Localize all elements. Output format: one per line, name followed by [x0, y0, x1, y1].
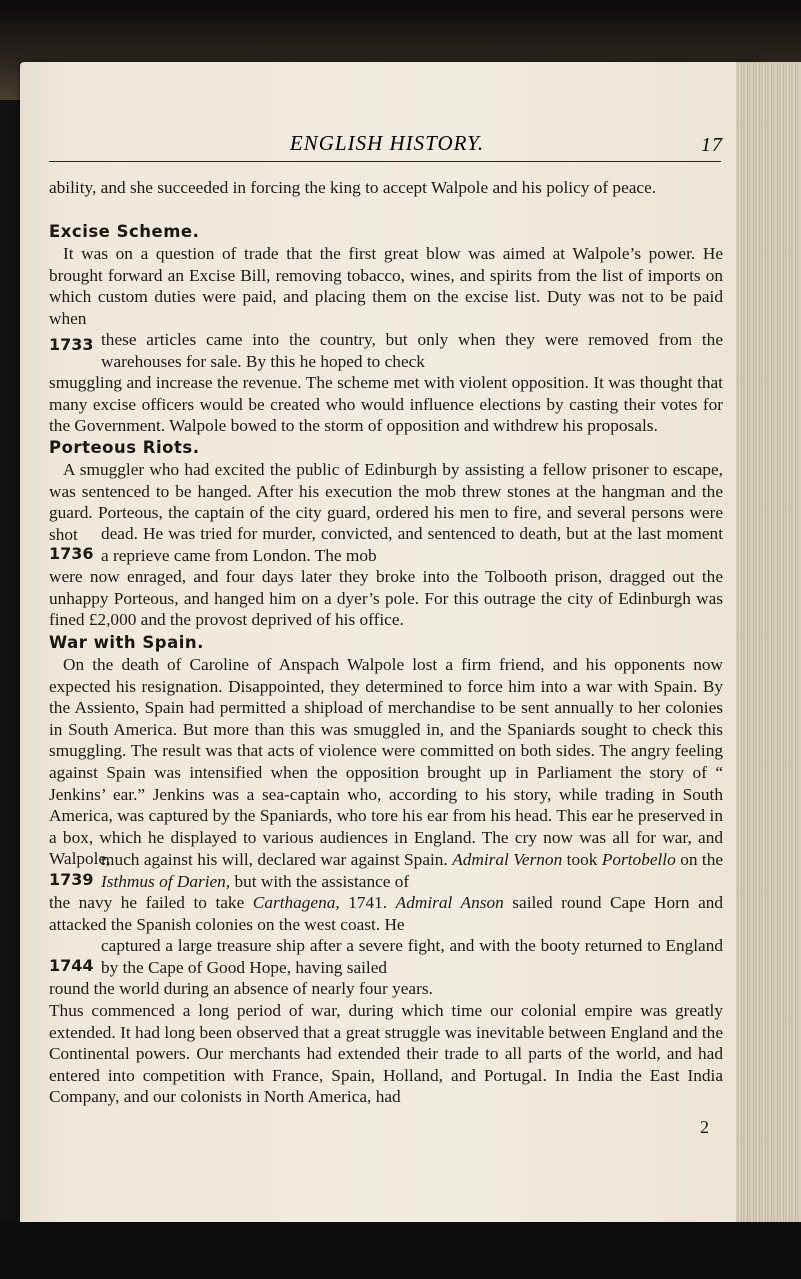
margin-date-1739: 1739	[49, 870, 94, 889]
war-text-3	[49, 892, 723, 935]
war-text-2e: on the	[680, 850, 724, 869]
porteous-text-1: A smuggler who had excited the public of Edinburgh by assisting a fellow prisoner to escape, was sentenced to be hanged. After his execution the mob threw stones at the hangman and the guard. Porteous, the captain of the city guard, ordered his men to fire, and several persons were shot	[49, 460, 723, 544]
war-text-6: Thus commenced a long period of war, during which time our colonial empire was greatly extended. It had long been observed that a great struggle was inevitable between England and the Continental powers. Our merchants had extended their trade to all parts of the world, and had entered into competition with France, Spain, Holland, and Portugal. In India the East India Company, and our colonists in North America, had	[49, 1001, 723, 1107]
intro-text: ability, and she succeeded in forcing the king to accept Walpole and his policy of peace.	[49, 178, 657, 197]
war-text-3a: the navy he failed to take	[49, 893, 245, 912]
running-title: ENGLISH HISTORY.	[289, 131, 485, 155]
signature-mark: 2	[700, 1117, 709, 1137]
war-text-3c: 1741.	[348, 893, 388, 912]
war-text-2a: much against his will, declared war against Spain.	[101, 850, 448, 869]
admiral-vernon: Admiral Vernon	[452, 850, 563, 869]
excise-heading: Excise Scheme.	[49, 222, 200, 241]
war-block-6	[49, 1000, 723, 1108]
war-text-2g: but with the assistance of	[234, 871, 410, 891]
excise-text-1: It was on a question of trade that the first great blow was aimed at Walpole’s power. He brought forward an Excise Bill, removing tobacco, wines, and spirits from the list of imports on which custom duties were paid, and placing them on the excise list. Duty was not to be paid when	[49, 244, 723, 328]
porteous-heading: Porteous Riots.	[49, 438, 200, 457]
excise-block-1	[49, 243, 723, 329]
excise-text-2: these articles came into the country, but only when they were removed from the warehouses for sale. By this he hoped to check	[101, 330, 723, 371]
margin-date-1736: 1736	[49, 544, 94, 563]
excise-text-3: smuggling and increase the revenue. The scheme met with violent opposition. It was thought that many excise officers would be created who would influence elections by casting their votes for the Government. Walpole bowed to the storm of opposition and withdrew his proposals.	[49, 373, 723, 436]
war-text-3e: sailed round Cape Horn and attacked the Spanish colonies on the west coast. He	[49, 893, 724, 934]
porteous-text-3: were now enraged, and four days later they broke into the Tolbooth prison, dragged out the unhappy Porteous, and hanged him on a dyer’s pole. For this outrage the city of Edinburgh was fined £2,000 and the provost deprived of his office.	[49, 567, 723, 630]
excise-block-2	[49, 329, 723, 372]
porteous-block-2	[49, 523, 723, 566]
carthagena: Carthagena,	[252, 893, 340, 912]
war-text-2c: took	[566, 850, 598, 869]
bottom-background	[0, 1222, 801, 1279]
war-block-1	[49, 654, 723, 870]
porteous-block-3	[49, 566, 723, 631]
war-text-1: On the death of Caroline of Anspach Walpole lost a firm friend, and his opponents now expected his resignation. Disappointed, they determined to force him into a war with Spain. By the Assiento, Spain had permitted a shipload of merchandise to be sent annually to her colonies in South America. But more than this was smuggled in, and the Spaniards sought to check this smuggling. The result was that acts of violence were committed on both sides. The angry feeling against Spain was intensified when the opposition brought up in Parliament the story of “ Jenkins’ ear.” Jenkins was a sea-captain who, according to his story, while trading in South America, was captured by the Spaniards, who tore his ear from his head. This ear he preserved in a box, which he displayed to various audiences in England. The cry now was all for war, and Walpole,	[49, 655, 723, 869]
running-header	[49, 128, 725, 160]
war-block-3	[49, 892, 723, 935]
war-text-2	[101, 849, 723, 892]
war-block-4	[49, 935, 723, 978]
page-number: 17	[701, 134, 723, 156]
margin-date-1733: 1733	[49, 335, 94, 354]
portobello: Portobello	[601, 850, 676, 869]
isthmus-of-darien: Isthmus of Darien,	[101, 871, 231, 891]
admiral-anson: Admiral Anson	[395, 893, 504, 912]
excise-block-3	[49, 372, 723, 437]
intro-paragraph	[49, 177, 723, 199]
war-block-2	[49, 849, 723, 892]
war-heading: War with Spain.	[49, 633, 204, 652]
page-edges	[736, 62, 801, 1222]
header-rule	[49, 161, 721, 162]
porteous-text-2: dead. He was tried for murder, convicted, and sentenced to death, but at the last moment a reprieve came from London. The mob	[101, 524, 723, 565]
war-text-5: round the world during an absence of nearly four years.	[49, 979, 433, 998]
war-block-5	[49, 978, 723, 1000]
war-text-4: captured a large treasure ship after a severe fight, and with the booty returned to England by the Cape of Good Hope, having sailed	[101, 936, 723, 977]
margin-date-1744: 1744	[49, 956, 94, 975]
